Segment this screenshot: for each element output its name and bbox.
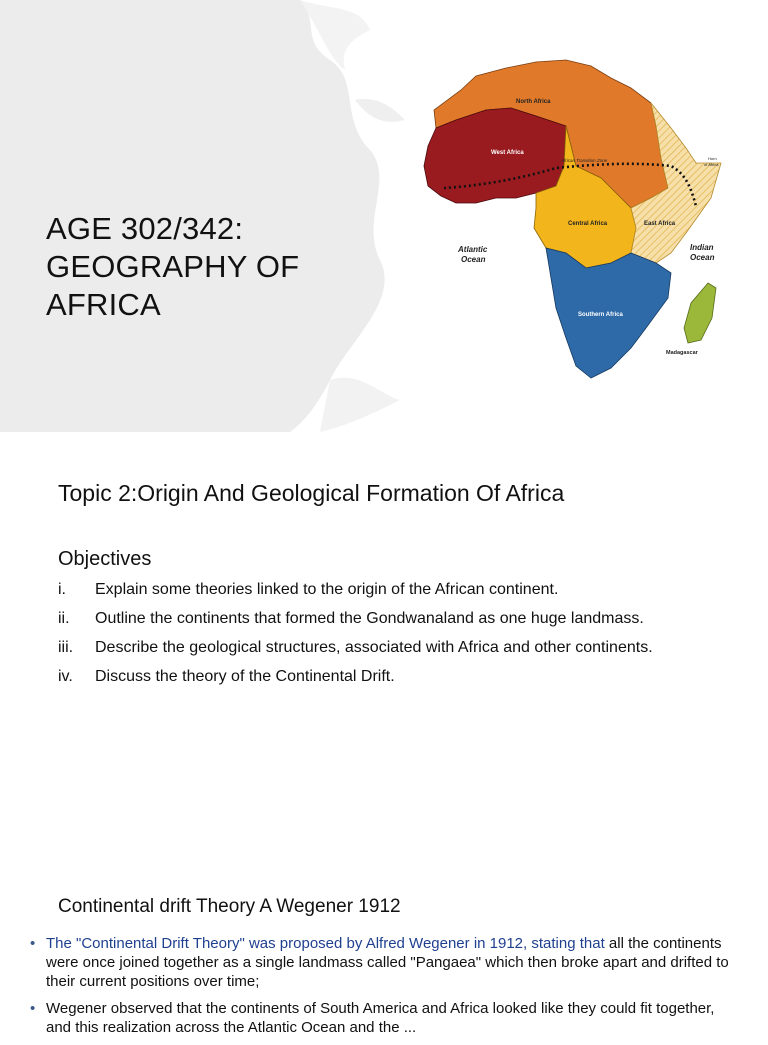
- bullet-list: [30, 934, 730, 1045]
- label-east-africa: East Africa: [644, 221, 676, 227]
- objective-number: iii.: [58, 639, 74, 656]
- objective-text: Outline the continents that formed the Gondwanaland as one huge landmass.: [95, 610, 644, 627]
- bullet-item: [30, 999, 730, 1037]
- objective-number: i.: [58, 581, 66, 598]
- title-slide: [0, 0, 768, 432]
- label-atlantic-line-2: Ocean: [461, 255, 486, 264]
- objective-text: Describe the geological structures, associated with Africa and other continents.: [95, 639, 653, 656]
- bullet-text: all the continents were once joined together as a single landmass called "Pangaea" which then broke apart and drifted to their current positions over time;: [46, 935, 729, 990]
- label-north-africa: North Africa: [516, 99, 551, 105]
- bullet-icon: •: [30, 935, 36, 952]
- title-line-3: AFRICA: [46, 287, 161, 322]
- objective-item: [58, 667, 698, 687]
- label-indian-line-2: Ocean: [690, 253, 715, 262]
- title-line-2: GEOGRAPHY OF: [46, 249, 300, 284]
- topic-title: Topic 2:Origin And Geological Formation Of Africa: [58, 480, 565, 506]
- objective-text: Discuss the theory of the Continental Drift.: [95, 668, 395, 685]
- bullet-item: [30, 934, 730, 991]
- objectives-slide: [0, 432, 768, 864]
- objective-item: [58, 580, 698, 600]
- slide-heading: Continental drift Theory A Wegener 1912: [58, 896, 401, 917]
- objective-number: ii.: [58, 610, 70, 627]
- label-madagascar: Madagascar: [666, 350, 698, 356]
- highlighted-text: The "Continental Drift Theory" was proposed by Alfred Wegener in 1912, stating that: [46, 935, 605, 952]
- label-central-africa: Central Africa: [568, 221, 608, 227]
- label-horn-line-1: Horn: [708, 156, 717, 161]
- presentation-title: [46, 210, 376, 324]
- bullet-icon: •: [30, 1000, 36, 1017]
- label-southern-africa: Southern Africa: [578, 312, 623, 318]
- objective-text: Explain some theories linked to the origin of the African continent.: [95, 581, 559, 598]
- objective-item: [58, 609, 698, 629]
- label-horn-line-2: of Africa: [704, 162, 719, 167]
- continental-drift-slide: [0, 864, 768, 1036]
- objective-item: [58, 638, 698, 658]
- objective-number: iv.: [58, 668, 73, 685]
- label-transition-zone: African Transition Zone: [561, 158, 608, 163]
- label-indian-line-1: Indian: [690, 243, 714, 252]
- title-line-1: AGE 302/342:: [46, 211, 244, 246]
- madagascar-region: [684, 283, 716, 343]
- objectives-heading: Objectives: [58, 548, 152, 570]
- label-west-africa: West Africa: [491, 150, 524, 156]
- objectives-list: [58, 580, 698, 696]
- africa-regions-map: [416, 48, 732, 384]
- bullet-text: Wegener observed that the continents of South America and Africa looked like they could fit together, and this realization across the Atlantic Ocean and the ...: [46, 1000, 715, 1036]
- label-atlantic-line-1: Atlantic: [458, 245, 488, 254]
